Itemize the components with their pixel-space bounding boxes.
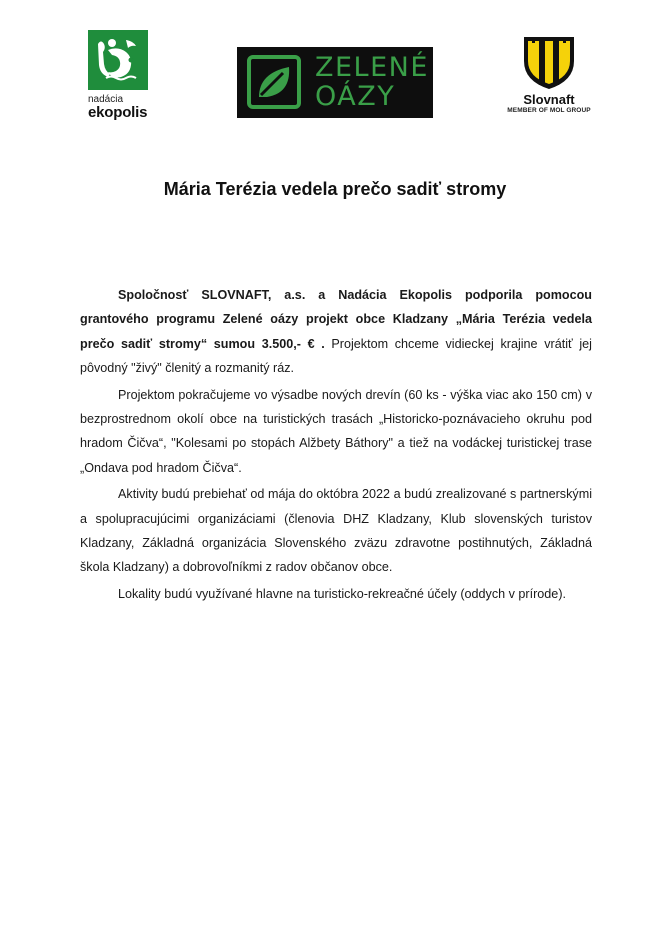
document-title: Mária Terézia vedela prečo sadiť stromy bbox=[163, 179, 507, 199]
slovnaft-shield-icon bbox=[519, 33, 579, 91]
document-body bbox=[80, 283, 592, 608]
slovnaft-tagline: MEMBER OF MOL GROUP bbox=[507, 107, 591, 114]
zelene-oazy-line1: ZELENÉ bbox=[315, 52, 429, 83]
leaf-icon bbox=[245, 53, 303, 111]
paragraph-4: Lokality budú využívané hlavne na turisticko-rekreačné účely (oddych v prírode). bbox=[118, 586, 567, 601]
slovnaft-logo bbox=[503, 33, 595, 115]
paragraph-2: Projektom pokračujeme vo výsadbe nových drevín (60 ks - výška viac ako 150 cm) v bezprostrednom okolí obce na turistických trasách „Historicko-poznávacieho okruhu pod hradom Čičva“, "Kolesami po stopách Alžbety Báthory" a tiež na vodáckej turistickej trase „Ondava pod hradom Čičva“. bbox=[80, 387, 592, 475]
ekopolis-figure-icon bbox=[88, 30, 148, 90]
paragraph-1-bold-intro: Spoločnosť SLOVNAFT, a.s. a Nadácia Ekopolis podporila pomocou grantového programu Zelené oázy projekt obce Kladzany „Mária Terézia vedela prečo sadiť stromy“ sumou 3.500,- € . bbox=[80, 288, 592, 351]
zelene-oazy-wordmark bbox=[315, 53, 429, 111]
paragraph-1-rest: Projektom chceme vidieckej krajine vrátiť jej pôvodný "živý" členitý a rozmanitý ráz. bbox=[80, 336, 592, 376]
ekopolis-caption-big: ekopolis bbox=[88, 104, 148, 121]
zelene-oazy-logo bbox=[237, 47, 433, 118]
zelene-oazy-line2: OÁZY bbox=[315, 81, 396, 112]
ekopolis-caption-small: nadácia bbox=[88, 94, 124, 105]
slovnaft-name: Slovnaft bbox=[523, 92, 575, 107]
ekopolis-logo bbox=[88, 30, 152, 120]
paragraph-3: Aktivity budú prebiehať od mája do októbra 2022 a budú zrealizované s partnerskými a spolupracujúcimi organizáciami (členovia DHZ Kladzany, Klub slovenských turistov Kladzany, Základná organizácia Slovenského zväzu zdravotne postihnutých, Základná škola Kladzany) a dobrovoľníkmi z radov občanov obce. bbox=[80, 487, 592, 575]
paragraph-1 bbox=[80, 283, 592, 381]
